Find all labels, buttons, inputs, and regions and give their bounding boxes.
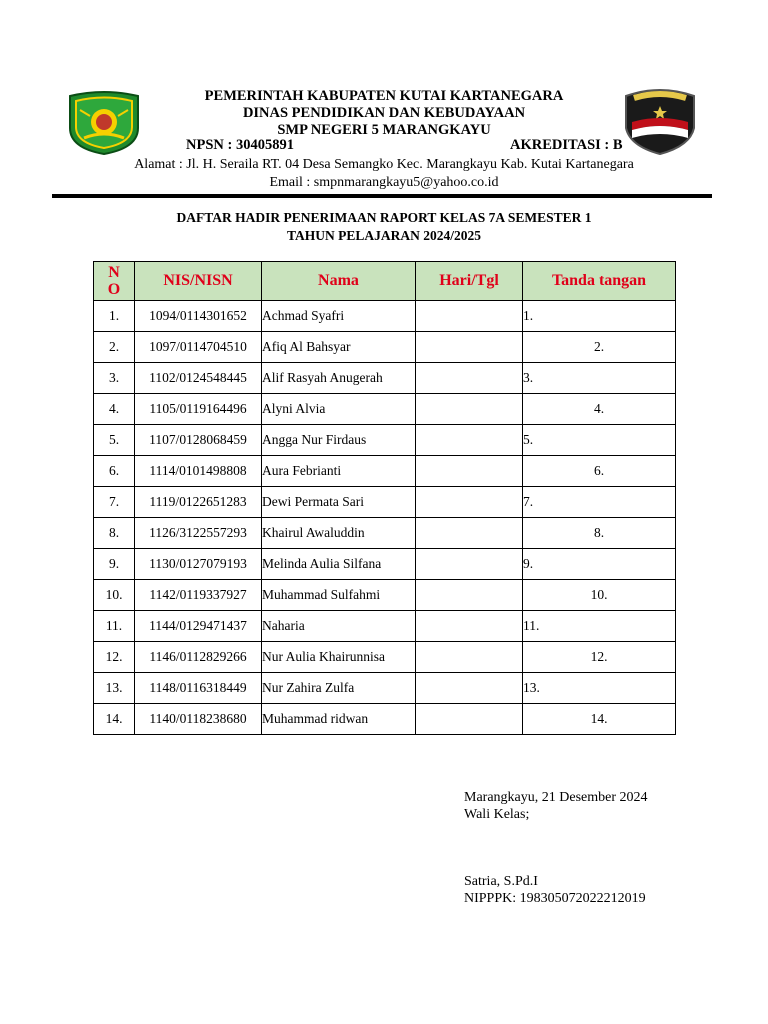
document-subtitle: TAHUN PELAJARAN 2024/2025 xyxy=(286,228,481,243)
column-header-no-b: O xyxy=(107,281,121,298)
table-row xyxy=(94,673,676,704)
row-date xyxy=(416,456,523,487)
table-row xyxy=(94,301,676,332)
school-address: Alamat : Jl. H. Seraila RT. 04 Desa Semangko Kec. Marangkayu Kab. Kutai Kartanegara xyxy=(134,157,634,172)
row-date xyxy=(416,332,523,363)
row-number: 2. xyxy=(94,332,135,363)
row-nis: 1126/3122557293 xyxy=(135,518,262,549)
column-header-no xyxy=(94,262,135,301)
table-row xyxy=(94,580,676,611)
row-number: 4. xyxy=(94,394,135,425)
document-title: DAFTAR HADIR PENERIMAAN RAPORT KELAS 7A SEMESTER 1 xyxy=(176,210,592,225)
row-nis: 1107/0128068459 xyxy=(135,425,262,456)
column-header-hari: Hari/Tgl xyxy=(416,262,523,301)
row-date xyxy=(416,394,523,425)
row-name: Angga Nur Firdaus xyxy=(262,425,416,456)
row-name: Afiq Al Bahsyar xyxy=(262,332,416,363)
table-row xyxy=(94,425,676,456)
row-signature: 12. xyxy=(523,642,676,673)
column-header-no-a: N xyxy=(108,264,120,281)
row-signature: 9. xyxy=(523,549,676,580)
table-row xyxy=(94,611,676,642)
row-signature: 14. xyxy=(523,704,676,735)
row-name: Alyni Alvia xyxy=(262,394,416,425)
row-date xyxy=(416,518,523,549)
row-name: Naharia xyxy=(262,611,416,642)
row-name: Nur Aulia Khairunnisa xyxy=(262,642,416,673)
row-signature: 7. xyxy=(523,487,676,518)
attendance-table xyxy=(93,261,676,735)
row-nis: 1105/0119164496 xyxy=(135,394,262,425)
accreditation: AKREDITASI : B xyxy=(510,137,623,153)
row-nis: 1102/0124548445 xyxy=(135,363,262,394)
row-date xyxy=(416,301,523,332)
school-email: Email : smpnmarangkayu5@yahoo.co.id xyxy=(269,175,499,190)
row-signature: 1. xyxy=(523,301,676,332)
row-date xyxy=(416,673,523,704)
row-date xyxy=(416,363,523,394)
row-date xyxy=(416,580,523,611)
row-number: 3. xyxy=(94,363,135,394)
row-signature: 5. xyxy=(523,425,676,456)
table-row xyxy=(94,518,676,549)
header-school: SMP NEGERI 5 MARANGKAYU xyxy=(277,122,491,138)
table-row xyxy=(94,642,676,673)
row-number: 5. xyxy=(94,425,135,456)
letterhead-divider xyxy=(52,194,712,198)
table-row xyxy=(94,394,676,425)
signature-nip: NIPPPK: 198305072022212019 xyxy=(464,891,646,906)
row-number: 6. xyxy=(94,456,135,487)
table-row xyxy=(94,363,676,394)
row-name: Achmad Syafri xyxy=(262,301,416,332)
table-row xyxy=(94,456,676,487)
row-signature: 6. xyxy=(523,456,676,487)
row-date xyxy=(416,704,523,735)
row-nis: 1094/0114301652 xyxy=(135,301,262,332)
row-name: Muhammad Sulfahmi xyxy=(262,580,416,611)
row-name: Alif Rasyah Anugerah xyxy=(262,363,416,394)
table-row xyxy=(94,487,676,518)
signature-role: Wali Kelas; xyxy=(464,807,530,822)
row-number: 8. xyxy=(94,518,135,549)
row-date xyxy=(416,549,523,580)
row-name: Muhammad ridwan xyxy=(262,704,416,735)
row-name: Dewi Permata Sari xyxy=(262,487,416,518)
table-row xyxy=(94,549,676,580)
row-nis: 1114/0101498808 xyxy=(135,456,262,487)
header-department: DINAS PENDIDIKAN DAN KEBUDAYAAN xyxy=(242,105,526,121)
row-signature: 8. xyxy=(523,518,676,549)
signature-name: Satria, S.Pd.I xyxy=(464,874,538,889)
row-date xyxy=(416,425,523,456)
row-nis: 1130/0127079193 xyxy=(135,549,262,580)
row-number: 12. xyxy=(94,642,135,673)
row-signature: 13. xyxy=(523,673,676,704)
row-nis: 1146/0112829266 xyxy=(135,642,262,673)
signature-place-date: Marangkayu, 21 Desember 2024 xyxy=(464,790,648,805)
row-date xyxy=(416,487,523,518)
row-signature: 11. xyxy=(523,611,676,642)
table-row xyxy=(94,704,676,735)
column-header-nama: Nama xyxy=(262,262,416,301)
table-header-row xyxy=(94,262,676,301)
table-row xyxy=(94,332,676,363)
row-number: 11. xyxy=(94,611,135,642)
row-signature: 4. xyxy=(523,394,676,425)
row-nis: 1144/0129471437 xyxy=(135,611,262,642)
row-name: Khairul Awaluddin xyxy=(262,518,416,549)
row-nis: 1119/0122651283 xyxy=(135,487,262,518)
row-name: Aura Febrianti xyxy=(262,456,416,487)
row-nis: 1140/0118238680 xyxy=(135,704,262,735)
row-nis: 1148/0116318449 xyxy=(135,673,262,704)
column-header-nis: NIS/NISN xyxy=(135,262,262,301)
row-nis: 1097/0114704510 xyxy=(135,332,262,363)
row-number: 14. xyxy=(94,704,135,735)
column-header-signature: Tanda tangan xyxy=(523,262,676,301)
row-signature: 2. xyxy=(523,332,676,363)
row-number: 1. xyxy=(94,301,135,332)
row-date xyxy=(416,642,523,673)
row-number: 10. xyxy=(94,580,135,611)
row-number: 7. xyxy=(94,487,135,518)
row-name: Melinda Aulia Silfana xyxy=(262,549,416,580)
row-nis: 1142/0119337927 xyxy=(135,580,262,611)
row-signature: 3. xyxy=(523,363,676,394)
npsn: NPSN : 30405891 xyxy=(186,137,294,153)
row-date xyxy=(416,611,523,642)
row-signature: 10. xyxy=(523,580,676,611)
row-number: 13. xyxy=(94,673,135,704)
row-number: 9. xyxy=(94,549,135,580)
row-name: Nur Zahira Zulfa xyxy=(262,673,416,704)
header-government: PEMERINTAH KABUPATEN KUTAI KARTANEGARA xyxy=(204,88,564,104)
